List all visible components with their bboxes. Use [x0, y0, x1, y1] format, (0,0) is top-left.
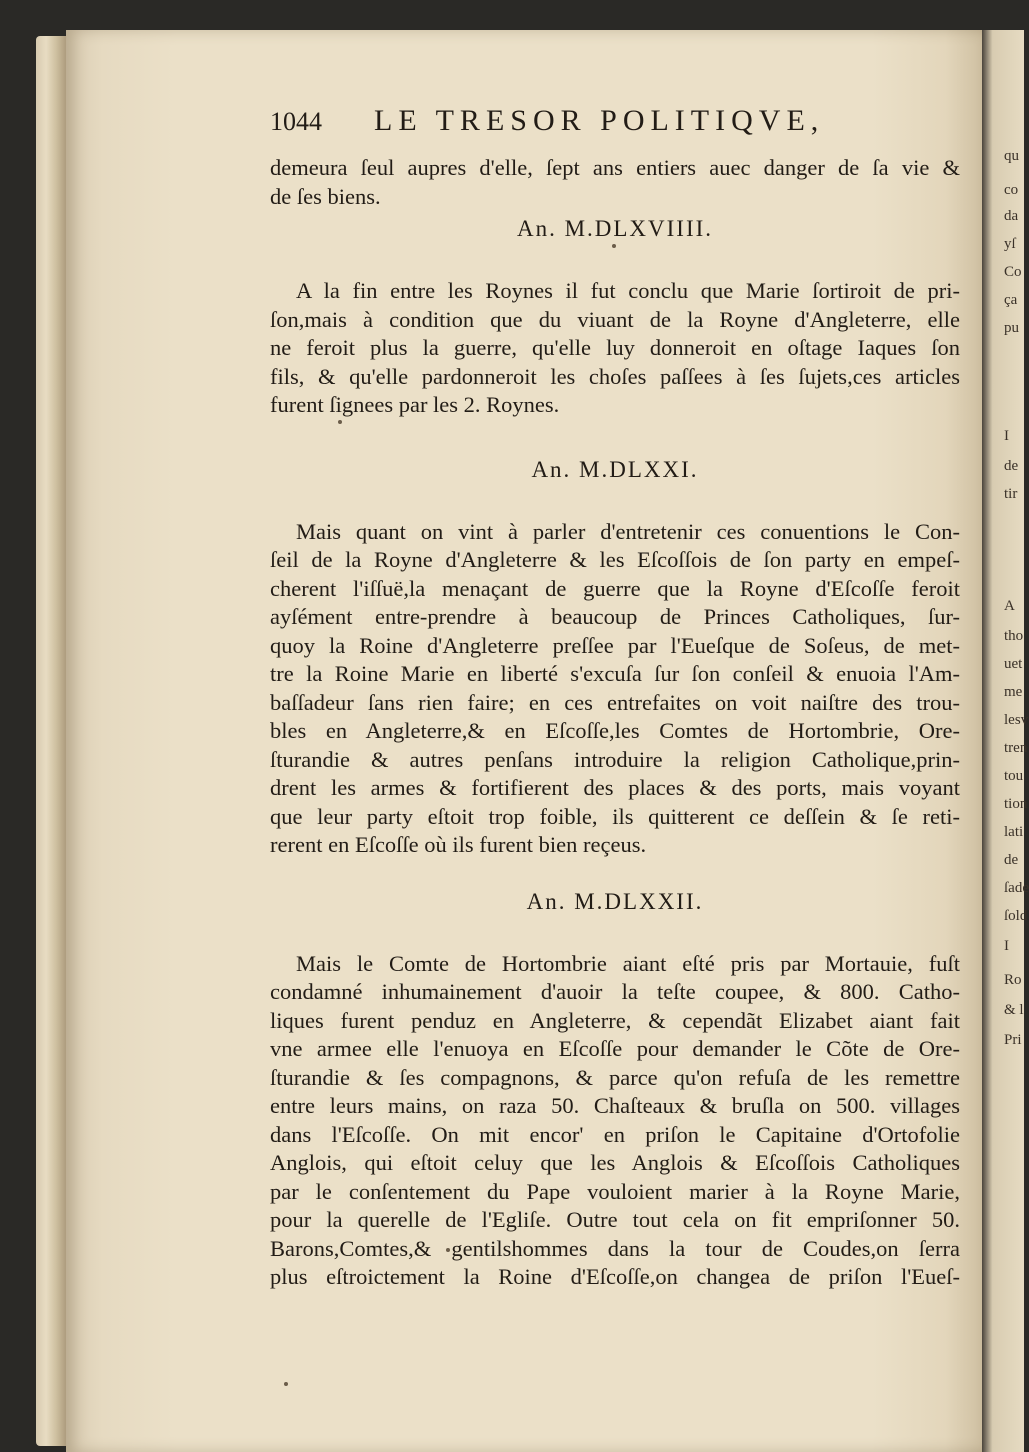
- text-line: furent ſignees par les 2. Roynes.: [270, 392, 560, 417]
- text-line: quoy la Roine d'Angleterre preſſee par l'Eueſque de Soſeus, de met-: [270, 632, 960, 658]
- year-heading: An. M.DLXXII.: [526, 888, 704, 914]
- adjacent-fragment: de: [1004, 458, 1019, 474]
- adjacent-fragment: qu: [1004, 148, 1019, 164]
- text-line: fils, & qu'elle pardonneroit les choſes paſſees à ſes ſujets,ces articles: [270, 363, 960, 389]
- text-line: entre leurs mains, on raza 50. Chaſteaux & bruſla on 500. villages: [270, 1093, 960, 1118]
- paragraph-1571: [270, 518, 960, 860]
- adjacent-fragment: ſold: [1004, 908, 1028, 924]
- text-line: Mais le Comte de Hortombrie aiant eſté pris par Mortauie, fuſt: [296, 950, 960, 976]
- text-line: bles en Angleterre,& en Eſcoſſe,les Comtes de Hortombrie, Ore-: [270, 718, 960, 743]
- year-heading: An. M.DLXXI.: [531, 456, 699, 482]
- paragraph-1569: [270, 277, 960, 420]
- page-number: 1044: [270, 107, 322, 136]
- text-line: cherent l'iſſuë,la menaçant de guerre que la Royne d'Eſcoſſe feroit: [270, 575, 960, 601]
- text-line: ſeil de la Royne d'Angleterre & les Eſcoſſois de ſon party en empeſ-: [270, 547, 960, 572]
- adjacent-fragment: Pri: [1004, 1032, 1022, 1048]
- adjacent-fragment: me: [1004, 684, 1023, 700]
- adjacent-page-edge: [982, 30, 1029, 1452]
- book-fore-edge: [36, 36, 70, 1446]
- adjacent-fragment: tren: [1004, 740, 1028, 756]
- adjacent-fragment: ça: [1004, 292, 1018, 308]
- adjacent-fragment: I: [1004, 428, 1009, 444]
- adjacent-fragment: uet: [1004, 656, 1023, 672]
- text-line: drent les armes & fortifierent des places & des ports, mais voyant: [270, 775, 960, 800]
- text-line: ſturandie & ſes compagnons, & parce qu'on refuſa de les remettre: [270, 1064, 960, 1090]
- text-line: Mais quant on vint à parler d'entretenir ces conuentions le Con-: [296, 518, 960, 544]
- adjacent-fragment: lesv: [1004, 712, 1029, 728]
- adjacent-fragment: da: [1004, 208, 1019, 224]
- text-line: demeura ſeul aupres d'elle, ſept ans entiers auec danger de ſa vie &: [270, 155, 960, 180]
- text-line: liques furent penduz en Angleterre, & cependãt Elizabet aiant fait: [270, 1007, 960, 1033]
- adjacent-fragment: & l: [1004, 1002, 1024, 1018]
- adjacent-fragment: tir: [1004, 486, 1018, 502]
- text-line: condamné inhumainement d'auoir la teſte coupee, & 800. Catho-: [270, 979, 960, 1004]
- text-line: Anglois, qui eſtoit celuy que les Anglois & Eſcoſſois Catholiques: [270, 1150, 960, 1175]
- ink-speck: [284, 1382, 288, 1386]
- adjacent-fragment: ſade: [1004, 880, 1029, 896]
- text-line: par le conſentement du Pape vouloient marier à la Royne Marie,: [270, 1178, 960, 1204]
- text-line: de ſes biens.: [270, 183, 381, 209]
- text-line: dans l'Eſcoſſe. On mit encor' en priſon le Capitaine d'Ortofolie: [270, 1121, 960, 1147]
- text-line: pour la querelle de l'Egliſe. Outre tout cela on fit empriſonner 50.: [270, 1207, 960, 1232]
- adjacent-fragment: tho: [1004, 628, 1024, 644]
- text-line: rerent en Eſcoſſe où ils furent bien reçeus.: [270, 832, 647, 857]
- text-line: ne feroit plus la guerre, qu'elle luy donneroit en oſtage Iaques ſon: [270, 335, 960, 360]
- adjacent-fragment: de: [1004, 852, 1019, 868]
- adjacent-fragment: yſ: [1004, 236, 1016, 252]
- text-line: plus eſtroictement la Roine d'Eſcoſſe,on changea de priſon l'Eueſ-: [270, 1264, 960, 1289]
- adjacent-fragment: tion: [1004, 796, 1028, 812]
- adjacent-fragment: I: [1004, 938, 1009, 954]
- text-line: que leur party eſtoit trop foible, ils quitterent ce deſſein & ſe reti-: [270, 803, 960, 829]
- intro-paragraph: [270, 154, 960, 211]
- text-line: Barons,Comtes,& gentilshommes dans la tour de Coudes,on ſerra: [270, 1235, 960, 1261]
- adjacent-fragment: A: [1004, 598, 1015, 614]
- adjacent-fragment: Co: [1004, 264, 1022, 280]
- text-line: vne armee elle l'enuoya en Eſcoſſe pour demander le Cõte de Ore-: [270, 1036, 960, 1061]
- text-line: tre la Roine Marie en liberté s'excuſa ſur ſon conſeil & enuoia l'Am-: [270, 661, 960, 686]
- text-line: ſturandie & autres penſans introduire la religion Catholique,prin-: [270, 746, 960, 772]
- text-line: ayſément entre-prendre à beaucoup de Princes Catholiques, ſur-: [270, 604, 960, 629]
- running-head: LE TRESOR POLITIQVE,: [374, 104, 825, 137]
- text-line: ſon,mais à condition que du viuant de la Royne d'Angleterre, elle: [270, 306, 960, 332]
- adjacent-fragment: lati: [1004, 824, 1024, 840]
- text-line: baſſadeur ſans rien faire; en ces entrefaites on voit naiſtre des trou-: [270, 689, 960, 715]
- page-text-block: [270, 104, 960, 1292]
- text-line: A la fin entre les Roynes il fut conclu que Marie ſortiroit de pri-: [296, 278, 960, 303]
- adjacent-fragment: pu: [1004, 320, 1019, 336]
- page-header: [270, 104, 960, 154]
- year-heading: An. M.DLXVIIII.: [516, 216, 714, 241]
- adjacent-fragment: tou: [1004, 768, 1024, 784]
- adjacent-fragment: Ro: [1004, 972, 1022, 988]
- adjacent-fragment: co: [1004, 182, 1019, 198]
- paragraph-1572: [270, 950, 960, 1292]
